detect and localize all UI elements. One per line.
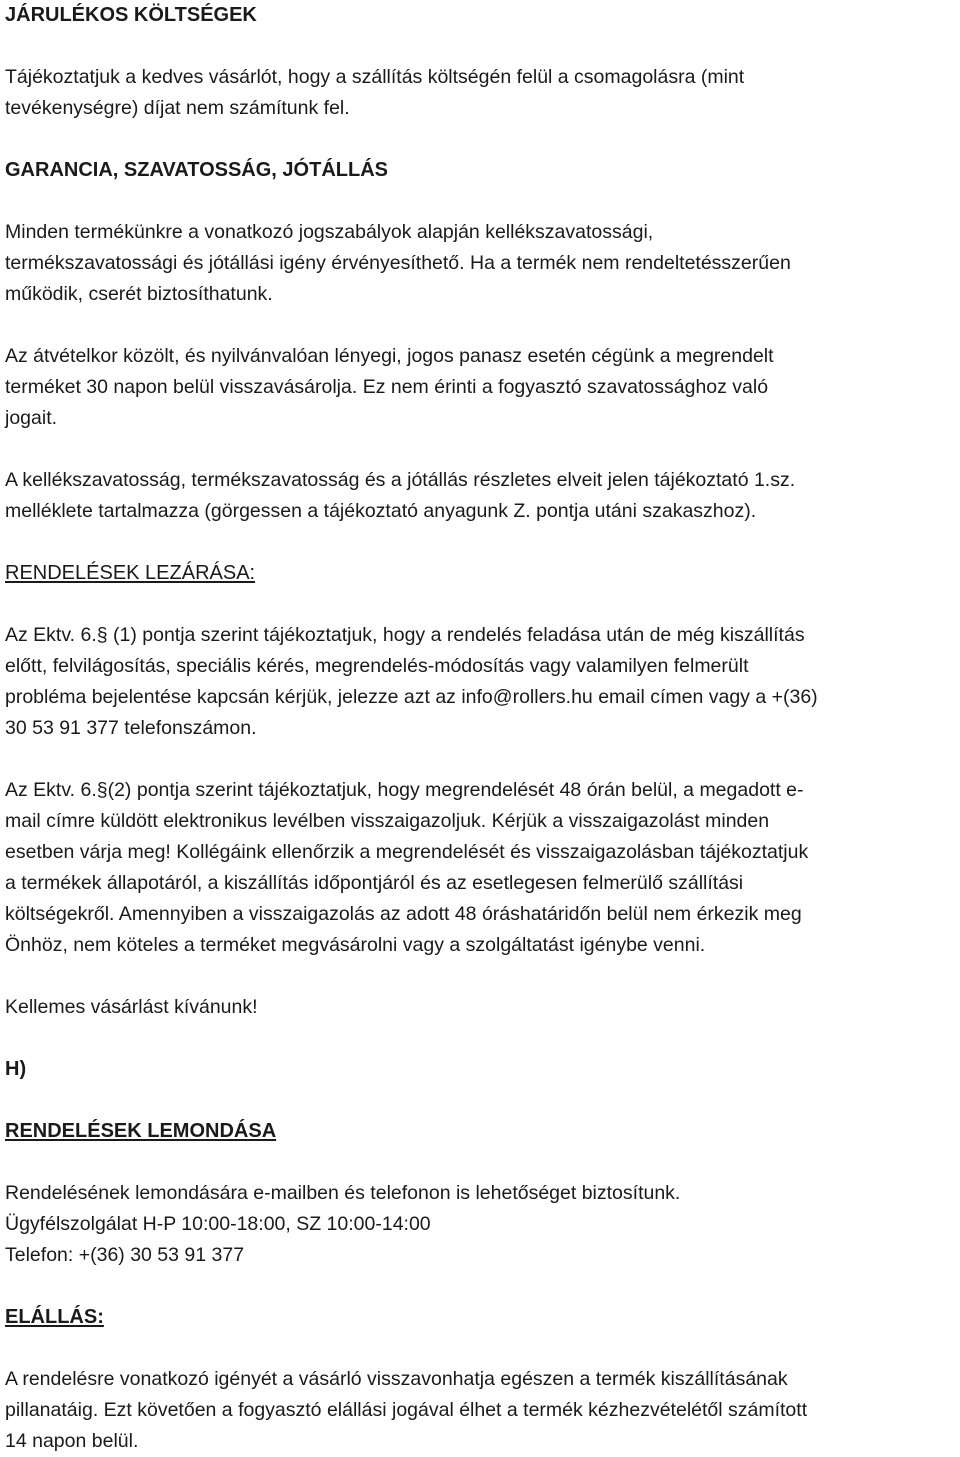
text-line: Tájékoztatjuk a kedves vásárlót, hogy a szállítás költségén felül a csomagolásra (mint xyxy=(5,66,745,88)
text-line: Az átvételkor közölt, és nyilvánvalóan lényegi, jogos panasz esetén cégünk a megrendelt xyxy=(5,345,774,367)
text-line: jogait. xyxy=(5,407,58,429)
paragraph-csomagolas xyxy=(5,62,744,124)
text-line: esetben várja meg! Kollégáink ellenőrzik a megrendelését és visszaigazolásban tájékoztatjuk xyxy=(5,841,809,863)
paragraph-lemondas xyxy=(5,1178,680,1271)
text-line: A kellékszavatosság, termékszavatosság és a jótállás részletes elveit jelen tájékoztató 1.sz. xyxy=(5,469,796,491)
heading-garancia: GARANCIA, SZAVATOSSÁG, JÓTÁLLÁS xyxy=(5,159,388,181)
paragraph-ektv-1 xyxy=(5,620,818,744)
heading-rendelesek-lezarasa: RENDELÉSEK LEZÁRÁSA: xyxy=(5,562,256,584)
paragraph-garancia xyxy=(5,217,791,310)
text-line: Rendelésének lemondására e-mailben és telefonon is lehetőséget biztosítunk. xyxy=(5,1182,681,1204)
text-line: Ügyfélszolgálat H-P 10:00-18:00, SZ 10:00-14:00 xyxy=(5,1213,431,1235)
text-line: működik, cserét biztosíthatunk. xyxy=(5,283,273,305)
text-line: A rendelésre vonatkozó igényét a vásárló visszavonhatja egészen a termék kiszállításának xyxy=(5,1368,788,1390)
closing-line xyxy=(5,992,258,1023)
text-line: Minden termékünkre a vonatkozó jogszabályok alapján kellékszavatossági, xyxy=(5,221,654,243)
heading-rendelesek-lemondasa: RENDELÉSEK LEMONDÁSA xyxy=(5,1120,277,1142)
heading-jarulekos-koltsegek: JÁRULÉKOS KÖLTSÉGEK xyxy=(5,4,257,26)
paragraph-ektv-2 xyxy=(5,775,808,961)
text-line: termékszavatossági és jótállási igény érvényesíthető. Ha a termék nem rendeltetésszerűen xyxy=(5,252,791,274)
text-line: mail címre küldött elektronikus levélben visszaigazoljuk. Kérjük a visszaigazolást minden xyxy=(5,810,770,832)
text-line: 30 53 91 377 telefonszámon. xyxy=(5,717,257,739)
text-line: terméket 30 napon belül visszavásárolja. Ez nem érinti a fogyasztó szavatossághoz való xyxy=(5,376,769,398)
paragraph-atvetel xyxy=(5,341,774,434)
paragraph-elallas xyxy=(5,1364,807,1457)
text-line: Az Ektv. 6.§(2) pontja szerint tájékoztatjuk, hogy megrendelését 48 órán belül, a megadott e- xyxy=(5,779,804,801)
text-line: Önhöz, nem köteles a terméket megvásárolni vagy a szolgáltatást igénybe venni. xyxy=(5,934,706,956)
text-line: előtt, felvilágosítás, speciális kérés, megrendelés-módosítás vagy valamilyen felmerült xyxy=(5,655,749,677)
text-line: 14 napon belül. xyxy=(5,1430,139,1452)
text-line: a termékek állapotáról, a kiszállítás időpontjáról és az esetlegesen felmerülő szállítási xyxy=(5,872,744,894)
text-line: pillanatáig. Ezt követően a fogyasztó elállási jogával élhet a termék kézhezvételétől számított xyxy=(5,1399,808,1421)
text-line: Az Ektv. 6.§ (1) pontja szerint tájékoztatjuk, hogy a rendelés feladása után de még kiszállítás xyxy=(5,624,805,646)
text-line: melléklete tartalmazza (görgessen a tájékoztató anyagunk Z. pontja utáni szakaszhoz). xyxy=(5,500,757,522)
text-line: probléma bejelentése kapcsán kérjük, jelezze azt az info@rollers.hu email címen vagy a +(36) xyxy=(5,686,818,708)
text-line: Kellemes vásárlást kívánunk! xyxy=(5,996,258,1018)
heading-elallas: ELÁLLÁS: xyxy=(5,1306,104,1328)
paragraph-kellekszavatossag xyxy=(5,465,795,527)
text-line: költségekről. Amennyiben a visszaigazolás az adott 48 óráshatáridőn belül nem érkezik meg xyxy=(5,903,802,925)
text-line: tevékenységre) díjat nem számítunk fel. xyxy=(5,97,350,119)
heading-h: H) xyxy=(5,1058,27,1080)
text-line: Telefon: +(36) 30 53 91 377 xyxy=(5,1244,245,1266)
